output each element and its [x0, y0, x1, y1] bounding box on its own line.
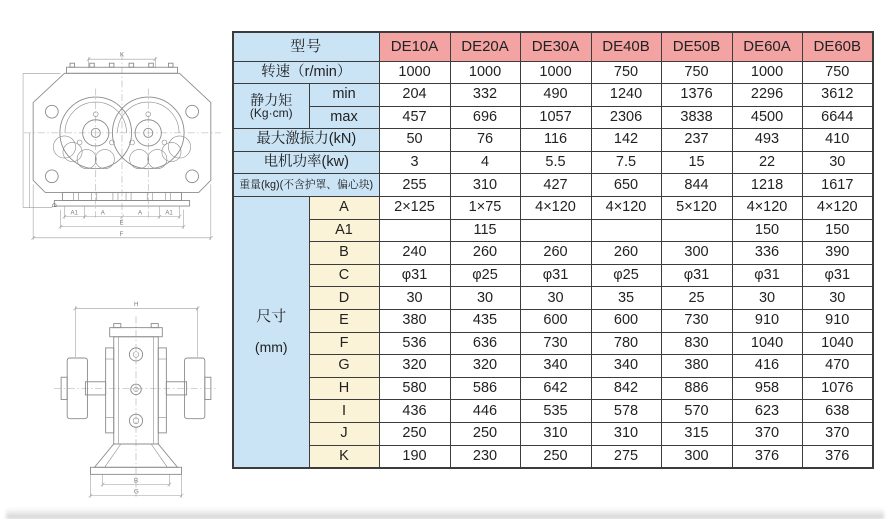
value-dim-C-DE60A: φ31 [732, 264, 802, 287]
sub-label-H: H [309, 377, 379, 400]
value-dim-F-DE60B: 1040 [802, 332, 873, 355]
dim-label-a-left: A [100, 210, 105, 217]
value-dim-A-DE40B: 4×120 [591, 197, 661, 220]
page-bottom-shadow [6, 508, 884, 519]
sub-label-G: G [309, 355, 379, 378]
value-dim-H-DE20A: 586 [450, 377, 520, 400]
value-speed-DE60B: 750 [802, 61, 873, 84]
value-dim-D-DE20A: 30 [450, 287, 520, 310]
value-power-DE10A: 3 [379, 151, 450, 174]
row-label-speed: 转速（r/min） [233, 61, 379, 84]
spec-table [232, 31, 874, 469]
value-dim-I-DE60A: 623 [732, 400, 802, 423]
model-header-row [233, 32, 873, 61]
value-force-DE40B: 142 [591, 129, 661, 152]
value-dim-A-DE30A: 4×120 [520, 197, 591, 220]
value-dim-E-DE10A: 380 [379, 310, 450, 333]
value-dim-B-DE60B: 390 [802, 242, 873, 265]
value-dim-C-DE50B: φ31 [661, 264, 732, 287]
value-power-DE50B: 15 [661, 151, 732, 174]
value-dim-I-DE50B: 570 [661, 400, 732, 423]
spec-row-power [233, 151, 873, 174]
sub-label-C: C [309, 264, 379, 287]
value-moment-min-DE60A: 2296 [732, 84, 802, 107]
sub-label-D: D [309, 287, 379, 310]
spec-row-dim-K [233, 445, 873, 468]
model-header-de60b: DE60B [802, 32, 873, 61]
value-dim-B-DE50B: 300 [661, 242, 732, 265]
spec-row-dim-E [233, 310, 873, 333]
value-dim-H-DE60A: 958 [732, 377, 802, 400]
value-dim-D-DE30A: 30 [520, 287, 591, 310]
value-dim-J-DE20A: 250 [450, 423, 520, 446]
value-force-DE10A: 50 [379, 129, 450, 152]
value-force-DE60A: 493 [732, 129, 802, 152]
value-weight-DE40B: 650 [591, 174, 661, 197]
value-dim-F-DE50B: 830 [661, 332, 732, 355]
value-dim-I-DE60B: 638 [802, 400, 873, 423]
value-dim-B-DE10A: 240 [379, 242, 450, 265]
value-dim-B-DE60A: 336 [732, 242, 802, 265]
dim-label-a-right: A [138, 210, 143, 217]
value-dim-G-DE50B: 380 [661, 355, 732, 378]
value-power-DE30A: 5.5 [520, 151, 591, 174]
sub-label-J: J [309, 423, 379, 446]
value-dim-A1-DE60A: 150 [732, 219, 802, 242]
value-moment-min-DE10A: 204 [379, 84, 450, 107]
value-dim-J-DE60B: 370 [802, 423, 873, 446]
value-dim-K-DE60A: 376 [732, 445, 802, 468]
value-dim-C-DE20A: φ25 [450, 264, 520, 287]
spec-row-dim-J [233, 423, 873, 446]
row-label-power: 电机功率(kw) [233, 151, 379, 174]
value-dim-E-DE40B: 600 [591, 310, 661, 333]
value-dim-B-DE30A: 260 [520, 242, 591, 265]
value-speed-DE20A: 1000 [450, 61, 520, 84]
value-weight-DE20A: 310 [450, 174, 520, 197]
front-view-drawing [16, 48, 230, 248]
value-dim-G-DE60A: 416 [732, 355, 802, 378]
value-dim-E-DE60A: 910 [732, 310, 802, 333]
sub-label-min: min [309, 84, 379, 107]
value-force-DE20A: 76 [450, 129, 520, 152]
row-label-force: 最大激振力(kN) [233, 129, 379, 152]
value-power-DE60B: 30 [802, 151, 873, 174]
spec-row-dim-G [233, 355, 873, 378]
value-dim-G-DE20A: 320 [450, 355, 520, 378]
value-dim-K-DE40B: 275 [591, 445, 661, 468]
value-dim-G-DE10A: 320 [379, 355, 450, 378]
spec-row-dim-A [233, 197, 873, 220]
value-dim-K-DE50B: 300 [661, 445, 732, 468]
row-label-weight: 重量(kg)(不含护罩、偏心块) [233, 174, 379, 197]
value-weight-DE30A: 427 [520, 174, 591, 197]
value-dim-K-DE10A: 190 [379, 445, 450, 468]
value-dim-G-DE40B: 340 [591, 355, 661, 378]
sub-label-B: B [309, 242, 379, 265]
model-header-de50b: DE50B [661, 32, 732, 61]
value-moment-max-DE60A: 4500 [732, 106, 802, 129]
value-dim-C-DE40B: φ25 [591, 264, 661, 287]
value-dim-D-DE60B: 30 [802, 287, 873, 310]
value-dim-H-DE40B: 842 [591, 377, 661, 400]
value-weight-DE60A: 1218 [732, 174, 802, 197]
value-dim-F-DE30A: 730 [520, 332, 591, 355]
value-force-DE50B: 237 [661, 129, 732, 152]
side-view-svg [50, 296, 222, 506]
value-moment-min-DE50B: 1376 [661, 84, 732, 107]
value-speed-DE40B: 750 [591, 61, 661, 84]
value-force-DE60B: 410 [802, 129, 873, 152]
spec-row-moment-min [233, 84, 873, 107]
dim-label-g: G [133, 489, 139, 496]
value-dim-B-DE40B: 260 [591, 242, 661, 265]
value-dim-I-DE30A: 535 [520, 400, 591, 423]
dim-label-b: B [133, 478, 139, 485]
value-dim-E-DE60B: 910 [802, 310, 873, 333]
value-dim-C-DE60B: φ31 [802, 264, 873, 287]
value-dim-I-DE20A: 446 [450, 400, 520, 423]
spec-row-speed [233, 61, 873, 84]
value-dim-F-DE60A: 1040 [732, 332, 802, 355]
dim-label-h: H [133, 301, 139, 308]
value-dim-A-DE20A: 1×75 [450, 197, 520, 220]
model-corner-cell: 型号 [233, 32, 379, 61]
value-power-DE20A: 4 [450, 151, 520, 174]
value-dim-H-DE30A: 642 [520, 377, 591, 400]
value-dim-B-DE20A: 260 [450, 242, 520, 265]
value-dim-H-DE10A: 580 [379, 377, 450, 400]
value-dim-D-DE50B: 25 [661, 287, 732, 310]
value-dim-J-DE40B: 310 [591, 423, 661, 446]
spec-row-dim-D [233, 287, 873, 310]
value-dim-F-DE10A: 536 [379, 332, 450, 355]
model-header-de40b: DE40B [591, 32, 661, 61]
model-header-de60a: DE60A [732, 32, 802, 61]
value-dim-A1-DE60B: 150 [802, 219, 873, 242]
value-dim-F-DE40B: 780 [591, 332, 661, 355]
sub-label-I: I [309, 400, 379, 423]
value-dim-F-DE20A: 636 [450, 332, 520, 355]
model-header-de20a: DE20A [450, 32, 520, 61]
front-view-svg [16, 48, 230, 248]
sub-label-K: K [309, 445, 379, 468]
spec-row-dim-B [233, 242, 873, 265]
value-dim-J-DE10A: 250 [379, 423, 450, 446]
side-view-drawing [50, 296, 222, 506]
spec-row-weight [233, 174, 873, 197]
value-dim-A-DE10A: 2×125 [379, 197, 450, 220]
value-moment-max-DE20A: 696 [450, 106, 520, 129]
value-power-DE60A: 22 [732, 151, 802, 174]
value-weight-DE50B: 844 [661, 174, 732, 197]
sub-label-E: E [309, 310, 379, 333]
value-moment-min-DE40B: 1240 [591, 84, 661, 107]
value-dim-A-DE60B: 4×120 [802, 197, 873, 220]
value-dim-J-DE30A: 310 [520, 423, 591, 446]
dim-label-e: E [119, 220, 124, 227]
value-dim-A-DE60A: 4×120 [732, 197, 802, 220]
value-moment-min-DE30A: 490 [520, 84, 591, 107]
value-dim-E-DE30A: 600 [520, 310, 591, 333]
value-dim-K-DE20A: 230 [450, 445, 520, 468]
value-dim-C-DE10A: φ31 [379, 264, 450, 287]
dim-label-k: K [119, 52, 125, 59]
value-dim-G-DE60B: 470 [802, 355, 873, 378]
value-power-DE40B: 7.5 [591, 151, 661, 174]
sub-label-F: F [309, 332, 379, 355]
sub-label-max: max [309, 106, 379, 129]
spec-row-dim-I [233, 400, 873, 423]
model-header-de30a: DE30A [520, 32, 591, 61]
value-dim-A1-DE20A: 115 [450, 219, 520, 242]
dim-label-a1-left: A1 [70, 210, 78, 217]
static-moment-label: 静力矩 (Kg·cm) [233, 84, 309, 129]
spec-row-dim-F [233, 332, 873, 355]
value-dim-A1-DE10A [379, 219, 450, 242]
value-dim-J-DE60A: 370 [732, 423, 802, 446]
spec-row-dim-A1 [233, 219, 873, 242]
dim-label-f: F [119, 231, 124, 238]
value-dim-H-DE50B: 886 [661, 377, 732, 400]
value-dim-H-DE60B: 1076 [802, 377, 873, 400]
value-moment-min-DE20A: 332 [450, 84, 520, 107]
value-moment-max-DE60B: 6644 [802, 106, 873, 129]
value-dim-D-DE60A: 30 [732, 287, 802, 310]
value-force-DE30A: 116 [520, 129, 591, 152]
spec-row-dim-H [233, 377, 873, 400]
value-moment-min-DE60B: 3612 [802, 84, 873, 107]
spec-row-moment-max [233, 106, 873, 129]
value-dim-G-DE30A: 340 [520, 355, 591, 378]
dim-label-d: D [52, 203, 59, 208]
model-header-de10a: DE10A [379, 32, 450, 61]
spec-table-container [232, 31, 874, 469]
value-dim-I-DE10A: 436 [379, 400, 450, 423]
value-moment-max-DE50B: 3838 [661, 106, 732, 129]
value-dim-D-DE40B: 35 [591, 287, 661, 310]
dimensions-label: 尺寸 (mm) [233, 197, 309, 468]
value-moment-max-DE10A: 457 [379, 106, 450, 129]
value-weight-DE10A: 255 [379, 174, 450, 197]
value-dim-E-DE20A: 435 [450, 310, 520, 333]
value-weight-DE60B: 1617 [802, 174, 873, 197]
value-dim-J-DE50B: 315 [661, 423, 732, 446]
sub-label-A1: A1 [309, 219, 379, 242]
value-dim-K-DE60B: 376 [802, 445, 873, 468]
value-dim-A1-DE30A [520, 219, 591, 242]
value-dim-A-DE50B: 5×120 [661, 197, 732, 220]
spec-row-dim-C [233, 264, 873, 287]
value-dim-A1-DE50B [661, 219, 732, 242]
value-dim-K-DE30A: 250 [520, 445, 591, 468]
value-speed-DE30A: 1000 [520, 61, 591, 84]
value-speed-DE10A: 1000 [379, 61, 450, 84]
spec-table-body [233, 61, 873, 468]
spec-row-force [233, 129, 873, 152]
dim-label-a1-right: A1 [165, 210, 173, 217]
sub-label-A: A [309, 197, 379, 220]
value-moment-max-DE30A: 1057 [520, 106, 591, 129]
value-speed-DE60A: 1000 [732, 61, 802, 84]
value-dim-I-DE40B: 578 [591, 400, 661, 423]
value-dim-D-DE10A: 30 [379, 287, 450, 310]
value-dim-C-DE30A: φ31 [520, 264, 591, 287]
value-dim-E-DE50B: 730 [661, 310, 732, 333]
value-moment-max-DE40B: 2306 [591, 106, 661, 129]
value-dim-A1-DE40B [591, 219, 661, 242]
value-speed-DE50B: 750 [661, 61, 732, 84]
